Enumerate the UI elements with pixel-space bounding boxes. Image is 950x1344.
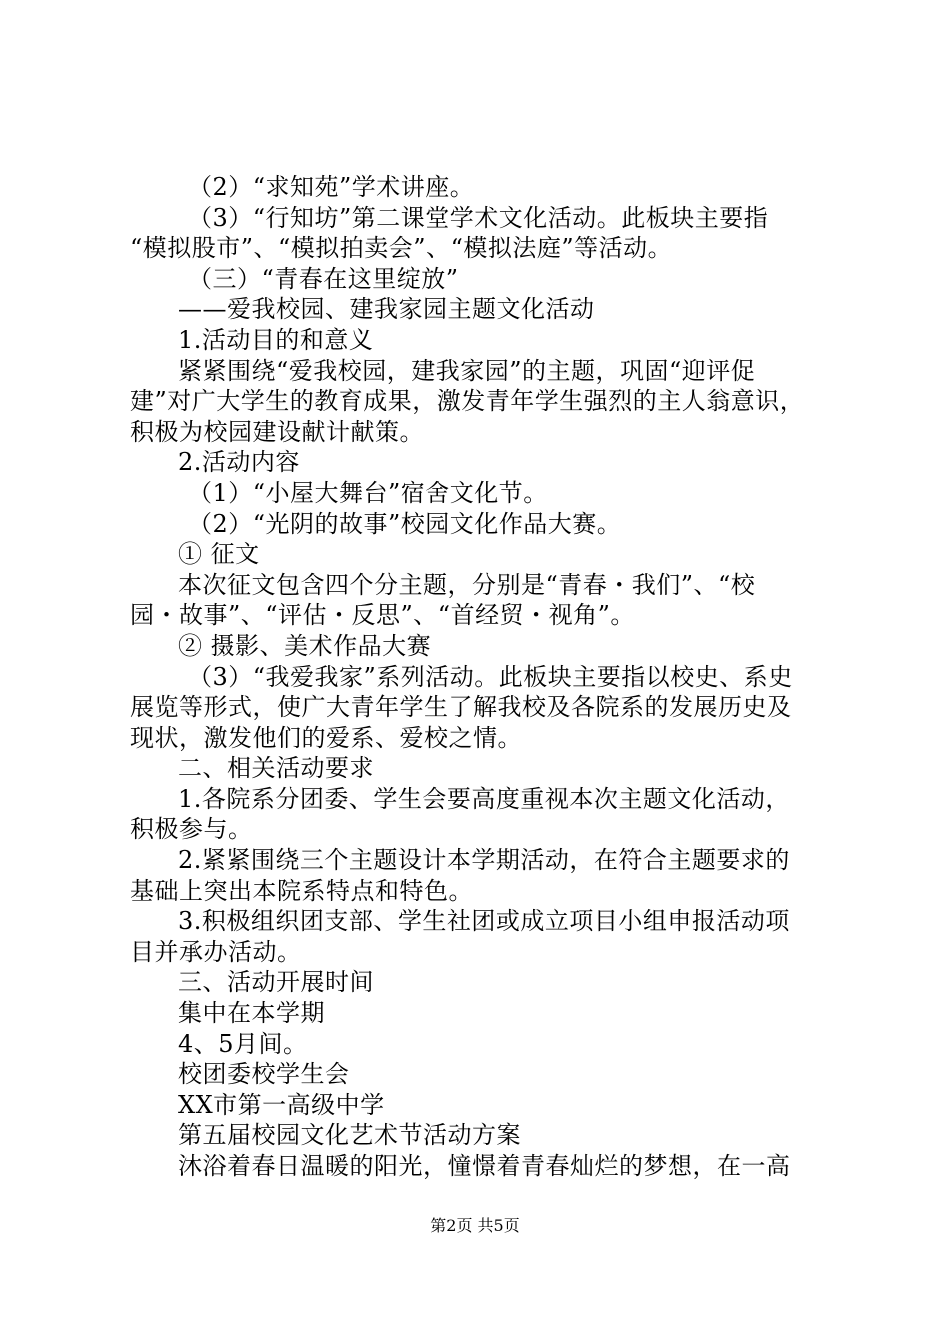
text-line: 目并承办活动。	[130, 937, 302, 966]
text-line: 校团委校学生会	[178, 1060, 350, 1089]
page-footer: 第2页 共5页	[430, 1216, 520, 1235]
text-line: 现状，激发他们的爱系、爱校之情。	[130, 723, 522, 752]
text-line: 三、活动开展时间	[178, 968, 374, 997]
text-line: 积极参与。	[130, 815, 253, 844]
text-line: 沐浴着春日温暖的阳光，憧憬着青春灿烂的梦想，在一高	[178, 1152, 791, 1180]
text-line: （2）“求知苑”学术讲座。	[188, 173, 475, 201]
text-line: （三）“青春在这里绽放”	[188, 264, 459, 293]
text-line: （3）“行知坊”第二课堂学术文化活动。此板块主要指	[188, 203, 769, 232]
text-line: 展览等形式，使广大青年学生了解我校及各院系的发展历史及	[130, 693, 792, 722]
text-line: XX市第一高级中学	[178, 1090, 385, 1119]
text-line: 2.紧紧围绕三个主题设计本学期活动，在符合主题要求的	[178, 846, 790, 875]
text-line: 4、5月间。	[178, 1029, 308, 1058]
text-line: 3.积极组织团支部、学生社团或成立项目小组申报活动项	[178, 907, 790, 936]
text-line: 2.活动内容	[178, 448, 300, 477]
text-line: 本次征文包含四个分主题，分别是“青春・我们”、“校	[178, 570, 756, 599]
text-line: 1.各院系分团委、学生会要高度重视本次主题文化活动，	[178, 784, 790, 813]
text-line: 基础上突出本院系特点和特色。	[130, 876, 473, 905]
document-body	[130, 172, 835, 1182]
text-line: 1.活动目的和意义	[178, 325, 374, 354]
text-line: 集中在本学期	[178, 999, 325, 1028]
text-line: 紧紧围绕“爱我校园，建我家园”的主题，巩固“迎评促	[178, 356, 756, 385]
text-line: ① 征文	[178, 540, 260, 569]
text-line: 积极为校园建设献计献策。	[130, 417, 424, 446]
text-line: 第五届校园文化艺术节活动方案	[178, 1121, 521, 1150]
text-line: ② 摄影、美术作品大赛	[178, 631, 432, 660]
text-line: 建”对广大学生的教育成果，激发青年学生强烈的主人翁意识，	[130, 387, 805, 416]
text-line: （2）“光阴的故事”校园文化作品大赛。	[188, 509, 622, 538]
text-line: “模拟股市”、“模拟拍卖会”、“模拟法庭”等活动。	[130, 234, 673, 263]
text-line: （3）“我爱我家”系列活动。此板块主要指以校史、系史	[188, 662, 793, 691]
text-line: ——爱我校园、建我家园主题文化活动	[178, 295, 595, 324]
text-line: 园・故事”、“评估・反思”、“首经贸・视角”。	[130, 601, 635, 630]
text-line: （1）“小屋大舞台”宿舍文化节。	[188, 478, 548, 507]
text-line: 二、相关活动要求	[178, 754, 374, 783]
